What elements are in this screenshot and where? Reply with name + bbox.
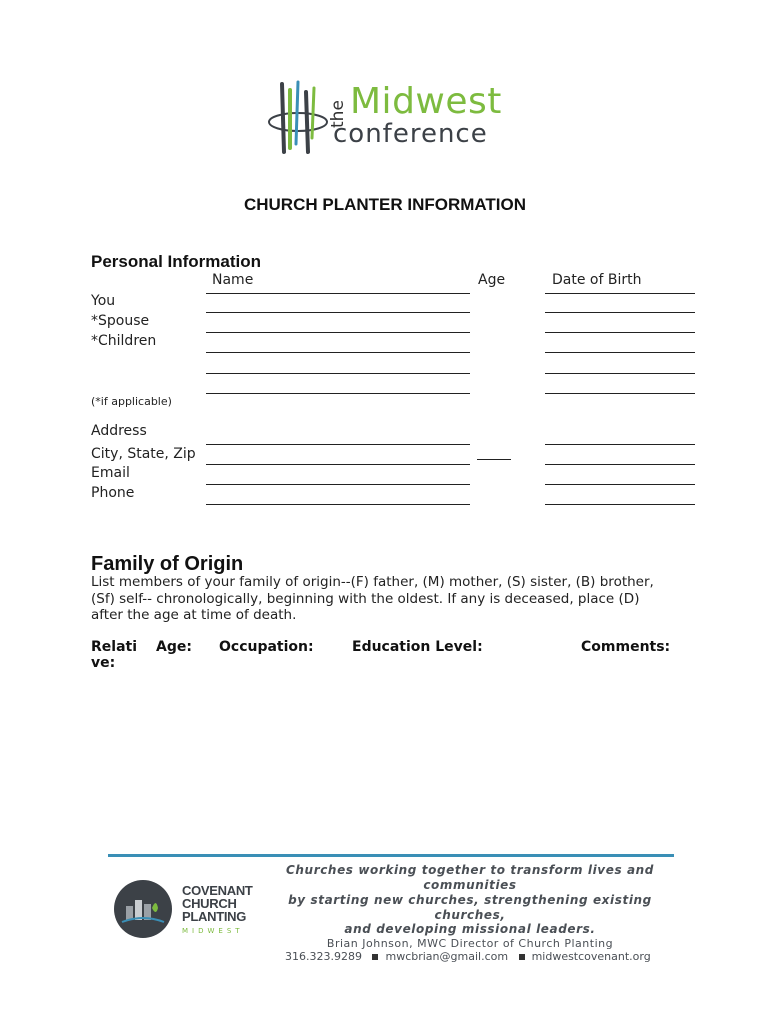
dob-child-2-field[interactable]	[545, 352, 695, 353]
family-instructions	[91, 574, 691, 624]
director-line: Brian Johnson, MWC Director of Church Planting	[326, 937, 614, 950]
children-label: *Children	[91, 333, 157, 349]
if-applicable-note: (*if applicable)	[91, 395, 172, 408]
family-origin-heading: Family of Origin	[91, 553, 244, 575]
zip-short-field[interactable]	[477, 459, 511, 460]
logo-conference-text: conference	[333, 119, 488, 149]
footer-logo-line-3: PLANTING	[182, 909, 247, 924]
covenant-church-planting-logo-icon	[112, 878, 174, 940]
footer-logo-line-2: CHURCH	[182, 896, 237, 911]
occupation-column-header: Occupation:	[219, 639, 314, 655]
name-child-4-field[interactable]	[206, 393, 470, 394]
tagline-line-5: and developing missional leaders.	[344, 922, 596, 936]
age-column-header: Age:	[156, 639, 192, 655]
email-label: Email	[91, 465, 130, 481]
address-field[interactable]	[206, 444, 470, 445]
footer-logo-subtitle: MIDWEST	[182, 927, 244, 935]
tagline-line-3: by starting new churches, strengthening existing	[288, 893, 652, 907]
name-column-label: Name	[212, 272, 254, 288]
phone-field[interactable]	[206, 504, 470, 505]
address-right-field[interactable]	[545, 444, 695, 445]
footer-logo-line-1: COVENANT	[182, 883, 253, 898]
contact-website[interactable]: midwestcovenant.org	[531, 950, 651, 963]
name-you-field[interactable]	[206, 293, 470, 294]
age-column-label: Age	[478, 272, 506, 288]
name-child-2-field[interactable]	[206, 352, 470, 353]
logo-the-text: the	[328, 100, 348, 128]
relative-column-header	[91, 639, 137, 671]
midwest-logo-mark-icon	[268, 78, 330, 158]
city-right-field[interactable]	[545, 464, 695, 465]
dob-child-4-field[interactable]	[545, 393, 695, 394]
spouse-label: *Spouse	[91, 313, 150, 329]
name-child-3-field[interactable]	[206, 373, 470, 374]
dob-spouse-field[interactable]	[545, 312, 695, 313]
address-label: Address	[91, 423, 147, 439]
city-state-zip-field[interactable]	[206, 464, 470, 465]
contact-phone: 316.323.9289	[285, 950, 362, 963]
bullet-square-icon	[372, 954, 378, 960]
relative-header-line-1: Relati	[91, 639, 138, 655]
contact-email-link[interactable]: mwcbrian@gmail.com	[385, 950, 509, 963]
document-title: CHURCH PLANTER INFORMATION	[243, 195, 527, 214]
phone-label: Phone	[91, 485, 135, 501]
tagline-line-1: Churches working together to transform lives and	[286, 863, 654, 877]
family-instructions-line-1: List members of your family of origin--(F) father, (M) mother, (S) sister, (B) brother,	[91, 574, 654, 590]
contact-line	[285, 950, 651, 963]
email-right-field[interactable]	[545, 484, 695, 485]
family-instructions-line-2: (Sf) self-- chronologically, beginning with the oldest. If any is deceased, place (D)	[91, 590, 640, 607]
email-field[interactable]	[206, 484, 470, 485]
dob-column-label: Date of Birth	[552, 272, 642, 288]
relative-header-line-2: ve:	[91, 655, 116, 671]
footer-divider	[108, 854, 674, 857]
education-column-header: Education Level:	[352, 639, 483, 655]
name-spouse-field[interactable]	[206, 312, 470, 313]
tagline-line-4: churches,	[434, 908, 506, 922]
personal-info-heading: Personal Information	[91, 252, 262, 271]
logo-midwest-text: Midwest	[350, 81, 502, 122]
dob-child-3-field[interactable]	[545, 373, 695, 374]
dob-you-field[interactable]	[545, 293, 695, 294]
comments-column-header: Comments:	[581, 639, 671, 655]
city-state-zip-label: City, State, Zip	[91, 446, 196, 462]
phone-right-field[interactable]	[545, 504, 695, 505]
family-instructions-line-3: after the age at time of death.	[91, 607, 297, 623]
dob-child-1-field[interactable]	[545, 332, 695, 333]
name-child-1-field[interactable]	[206, 332, 470, 333]
tagline-line-2: communities	[423, 878, 517, 892]
bullet-square-icon	[519, 954, 525, 960]
you-label: You	[91, 293, 116, 309]
